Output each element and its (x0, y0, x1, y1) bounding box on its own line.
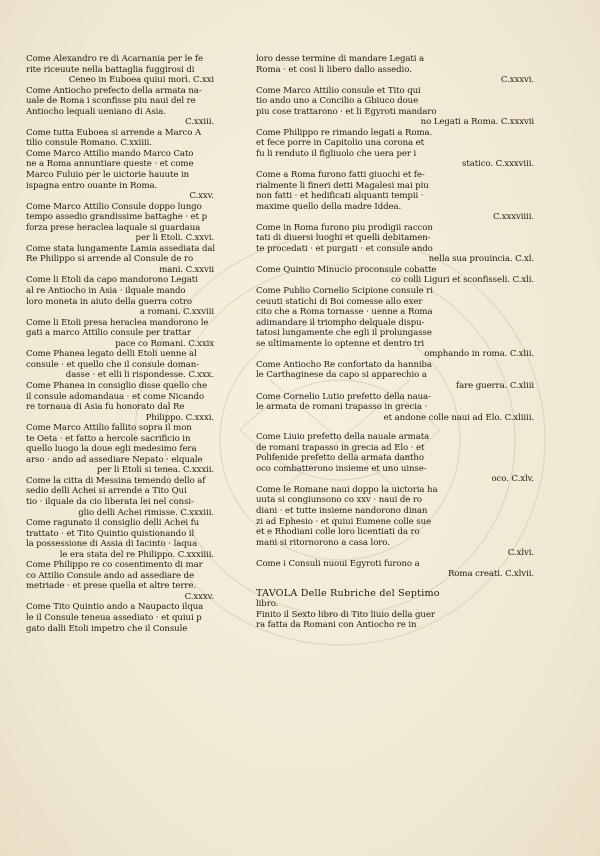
chapter-number-line: Roma creati. C.xlvii. (447, 569, 534, 580)
rubric-line: ispagna entro ouante in Roma. (26, 180, 158, 191)
rubric-line: Roma · et cosi li libero dallo assedio. (256, 64, 412, 75)
rubric-line: tio ando uno a Concilio a Gbiuco doue (256, 96, 419, 107)
rubric-line: diani · et tutte insieme nandorono dinan (256, 505, 428, 516)
rubric-line: Come Marco Attilio mando Marco Cato (26, 148, 194, 159)
rubric-line: uuta si congiunsono co xxv · naui de ro (256, 495, 422, 506)
chapter-number-line: le era stata del re Philippo. C.xxxiiii. (59, 549, 214, 560)
rubric-line: Come Marco Attilio Consule doppo lungo (26, 201, 202, 212)
chapter-number-line: C.xxxv. (184, 591, 214, 602)
rubric-line: Finito il Sexto libro di Tito liuio della guer (256, 609, 435, 620)
rubric-line: consule · et quello che il consule doman- (26, 359, 200, 370)
rubric-line: le Carthaginese da capo si apparechio a (256, 370, 427, 381)
rubric-line: gati a marco Attilio consule per trattar (26, 328, 191, 339)
rubric-line: mani si ritornorono a casa loro. (256, 537, 390, 548)
rubric-line: Come Antiocho prefecto della armata na- (26, 85, 202, 96)
chapter-number-line: dasse · et elli li rispondesse. C.xxx. (65, 370, 214, 381)
rubric-line: ne a Roma annuntiare queste · et come (26, 159, 194, 170)
rubric-line: Come Liuio prefetto della nauale armata (256, 432, 430, 443)
chapter-number-line: mani. C.xxvii (159, 264, 214, 275)
rubric-line: ceuuti statichi di Boi comesse allo exer (256, 296, 423, 307)
chapter-number-line: C.xxiii. (185, 117, 214, 128)
rubric-line: Come Publio Cornelio Scipione consule ri (256, 286, 433, 297)
rubric-line: se ultimamente lo optenne et dentro tri (256, 338, 425, 349)
rubric-line: Come le Romane naui doppo la uictoria ha (256, 484, 438, 495)
rubric-line: zi ad Ephesio · et quiui Eumene colle sue (256, 516, 431, 527)
chapter-number-line: statico. C.xxxviii. (462, 159, 534, 170)
rubric-line: Come Alexandro re di Acarnania per le fe (26, 54, 203, 64)
rubric-line: Come Quintio Minucio proconsule cobatte (256, 264, 437, 275)
chapter-number-line: Philippo. C.xxxi. (145, 412, 214, 423)
rubric-line: tatosi lungamente che egli il prolungasse (256, 328, 432, 339)
rubric-line: tio · ilquale da cio liberata lei nel consi- (26, 496, 194, 507)
rubric-line: trattato · et Tito Quintio quistionando il (26, 528, 195, 539)
rubric-line: te procedati · et purgati · et consule ando (256, 243, 433, 254)
rubric-line: forza prese heraclea laquale si guardaua (26, 222, 201, 233)
rubric-line: tilio consule Romano. C.xxiiii. (26, 138, 152, 149)
rubric-line: Come Marco Attilio fallito sopra il mon (26, 423, 192, 434)
chapter-number-line: oco. C.xlv. (491, 474, 534, 485)
rubric-line: il consule adomandaua · et come Nicando (26, 391, 205, 402)
chapter-number-line: per li Etoli si tenea. C.xxxii. (96, 465, 214, 476)
chapter-number-line: fare guerra. C.xliii (456, 380, 534, 391)
rubric-line: arso · ando ad assediare Nepato · elquale (26, 454, 203, 465)
chapter-number-line: Ceneo in Euboea quiui morì. C.xxi (68, 75, 214, 86)
rubric-line: tati di diuersi luoghi et quelli debitamen- (256, 233, 431, 244)
rubric-line: Re Philippo si arrende al Consule de ro (26, 254, 194, 265)
rubric-line: la possessione di Assia di Iacinto · laqua (26, 539, 198, 550)
chapter-number-line: C.xxxvi. (500, 75, 534, 86)
right-column-rubrics (256, 54, 576, 631)
rubric-line: fu li renduto il figliuolo che uera per i (256, 148, 417, 159)
rubric-line: Come Philippo re co cosentimento di mar (26, 560, 203, 571)
rubric-line: oco combatterono insieme et uno uinse- (256, 463, 427, 474)
rubric-line: maxime quello della madre Iddea. (256, 201, 402, 212)
rubric-line: cito che a Roma tornasse · uenne a Roma (256, 307, 433, 318)
chapter-number-line: nella sua prouincia. C.xl. (428, 254, 534, 265)
rubric-line: Come Marco Attilio consule et Tito qui (256, 85, 421, 96)
rubric-line: non fatti · et hedificati alquanti tempii · (256, 191, 424, 202)
rubric-line: Come a Roma furono fatti giuochi et fe- (256, 170, 425, 181)
rubric-line: Come stata lungamente Lamia assediata dal (26, 243, 216, 254)
chapter-number-line: omphando in roma. C.xlii. (424, 349, 534, 360)
rubric-line: Marco Fuluio per le uictorie hauute in (26, 170, 190, 181)
rubric-line: ra fatta da Romani con Antiocho re in (256, 620, 417, 631)
rubric-line: Come Antiocho Re confortato da hanniba (256, 359, 432, 370)
chapter-number-line: C.xlvi. (507, 548, 534, 559)
rubric-line: loro desse termine di mandare Legati a (256, 54, 425, 64)
rubric-line: al re Antiocho in Asia · ilquale mando (26, 286, 186, 297)
rubric-line: Come Phanea in consiglio disse quello che (26, 380, 207, 391)
rubric-line: te Oeta · et fatto a hercole sacrificio in (26, 433, 191, 444)
rubric-line: et e Rhodiani colle loro licentiati da ro (256, 527, 420, 538)
rubric-line: Polifenide prefetto della armata dantho (256, 453, 424, 464)
rubric-line: loro moneta in aiuto della guerra cotro (26, 296, 192, 307)
chapter-number-line: glio delli Achei rimisse. C.xxxiii. (78, 507, 214, 518)
rubric-line: Come Cornelio Lutio prefetto della naua- (256, 391, 431, 402)
rubric-line: Come tutta Euboea si arrende a Marco A (26, 127, 202, 138)
rubric-line: Come ragunato il consiglio delli Achei fu (26, 518, 200, 529)
rubric-line: Come Philippo re rimando legati a Roma. (256, 127, 433, 138)
rubric-line: Come Tito Quintio ando a Naupacto ilqua (26, 602, 204, 613)
chapter-number-line: per li Etoli. C.xxvi. (135, 233, 214, 244)
rubric-line: le il Consule teneua assediato · et quiui p (26, 612, 202, 623)
rubric-line: metriade · et prese quella et altre terre. (26, 581, 197, 592)
rubric-line: Come la citta di Messina temendo dello af (26, 475, 206, 486)
left-column-rubrics (26, 54, 256, 634)
chapter-number-line: a romani. C.xxviii (139, 307, 214, 318)
rubric-line: tempo assedio grandissime battaghe · et p (26, 212, 207, 223)
chapter-number-line: et andone colle naui ad Elo. C.xliiii. (383, 412, 534, 423)
rubric-line: uale de Roma i sconfisse piu naui del re (26, 96, 196, 107)
rubric-line: de romani trapasso in grecia ad Elo · et (256, 442, 425, 453)
chapter-number-line: C.xxxviiii. (492, 212, 534, 223)
rubric-line: Come in Roma furono piu prodigii raccon (256, 222, 433, 233)
rubric-line: Come Phanea legato delli Etoli uenne al (26, 349, 197, 360)
rubric-line: Come li Etoli da capo mandorono Legati (26, 275, 198, 286)
rubric-line: Come li Etoli presa heraclea mandorono le (26, 317, 209, 328)
chapter-number-line: C.xxv. (189, 191, 214, 202)
rubric-line: quello luogo la doue egli medesimo fera (26, 444, 197, 455)
rubric-line: et fece porre in Capitolio una corona et (256, 138, 424, 149)
rubric-line: Antiocho lequali ueniano di Asia. (26, 106, 166, 117)
rubric-line: adimandare il triompho delquale dispu- (256, 317, 425, 328)
chapter-number-line: co colli Liguri et sconfisseli. C.xli. (390, 275, 534, 286)
chapter-number-line: pace co Romani. C.xxix (115, 338, 214, 349)
rubric-line: TAVOLA Delle Rubriche del Septimo (256, 587, 440, 599)
rubric-line: libro. (256, 599, 279, 610)
rubric-line: gato dalli Etoli impetro che il Consule (26, 623, 188, 634)
rubric-line: Come i Consuli nuoui Egyroti furono a (256, 558, 420, 569)
rubric-line: sedio delli Achei si arrende a Tito Qui (26, 486, 187, 497)
rubric-line: le armata de romani trapasso in grecia · (256, 402, 428, 413)
spacer (256, 423, 576, 432)
chapter-number-line: no Legati a Roma. C.xxxvii (420, 117, 534, 128)
rubric-line: rialmente li fineri detti Magalesi mai piu (256, 180, 429, 191)
rubric-line: co Attilio Consule ando ad assediare de (26, 570, 195, 581)
rubric-line: piu cose trattarono · et li Egyroti mandaro (256, 106, 437, 117)
rubric-line: rite riceuute nella battaglia fuggirosi di (26, 64, 195, 75)
rubric-line: re tornaua di Asia fu honorato dal Re (26, 402, 185, 413)
